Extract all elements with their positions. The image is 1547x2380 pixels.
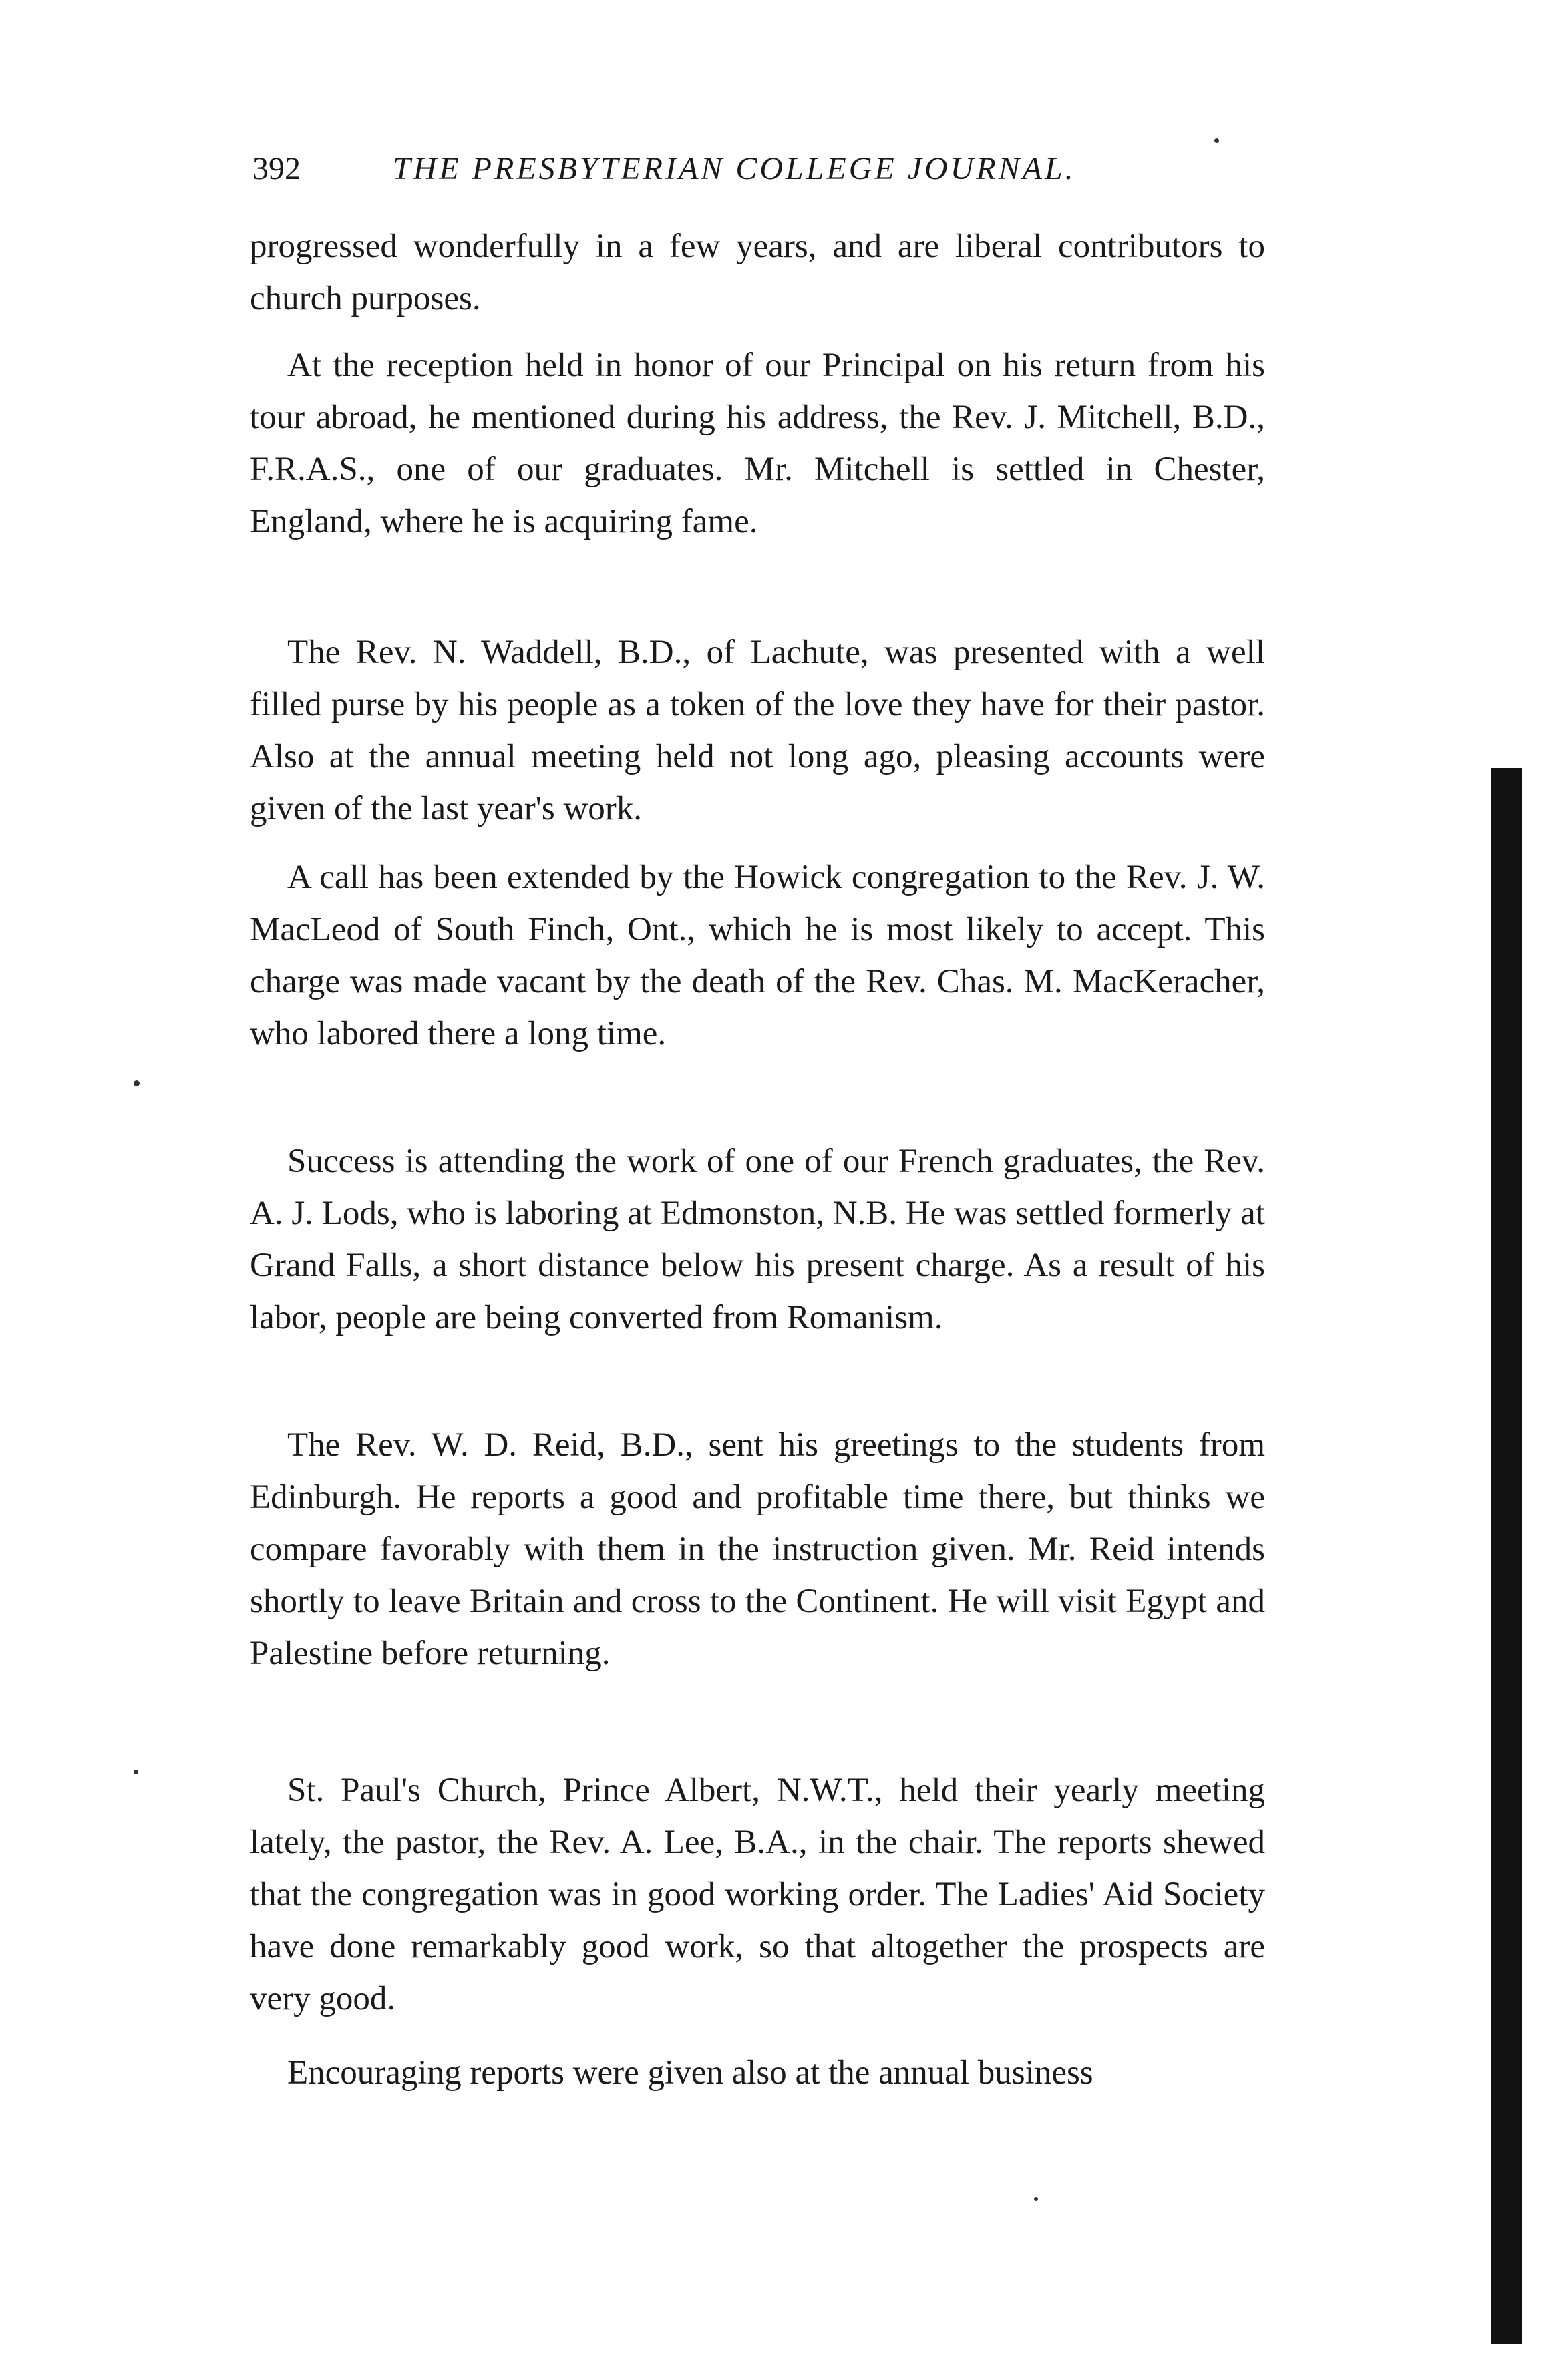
scan-speck bbox=[134, 1770, 138, 1774]
scan-speck bbox=[1214, 138, 1219, 143]
paragraph: St. Paul's Church, Prince Albert, N.W.T., held their yearly meeting lately, the pastor, the Rev. A. Lee, B.A., in the chair. The reports shewed that the congregation was in good working order. The Ladies' Aid Society have done remarkably good work, so that altogether the prospects are very good. bbox=[250, 1772, 1265, 2017]
paragraph-continuation bbox=[250, 220, 1265, 325]
paragraph-lods bbox=[250, 1135, 1265, 1344]
paragraph: The Rev. W. D. Reid, B.D., sent his greetings to the students from Edinburgh. He reports a good and profitable time there, but thinks we compare favorably with them in the instruction given. Mr. Reid intends shortly to leave Britain and cross to the Continent. He will visit Egypt and Palestine before returning. bbox=[250, 1426, 1265, 1672]
paragraph: At the reception held in honor of our Principal on his return from his tour abroad, he mentioned during his address, the Rev. J. Mitchell, B.D., F.R.A.S., one of our graduates. Mr. Mitchell is settled in Chester, England, where he is acquiring fame. bbox=[250, 347, 1265, 540]
scan-edge-shadow bbox=[1491, 768, 1522, 2344]
paragraph-reid bbox=[250, 1419, 1265, 1679]
paragraph-encouraging bbox=[250, 2047, 1265, 2099]
page-number: 392 bbox=[252, 151, 301, 186]
paragraph: A call has been extended by the Howick congregation to the Rev. J. W. MacLeod of South Finch, Ont., which he is most likely to accept. This charge was made vacant by the death of the Rev. Chas. M. MacKeracher, who labored there a long time. bbox=[250, 859, 1265, 1052]
scan-speck bbox=[134, 1080, 140, 1086]
paragraph: progressed wonderfully in a few years, and are liberal contributors to church purposes. bbox=[250, 228, 1265, 317]
paragraph-macleod bbox=[250, 851, 1265, 1060]
page-header bbox=[252, 150, 1254, 197]
paragraph: Encouraging reports were given also at the annual business bbox=[287, 2054, 1093, 2092]
scan-speck bbox=[1034, 2197, 1038, 2201]
paragraph: The Rev. N. Waddell, B.D., of Lachute, was presented with a well filled purse by his people as a token of the love they have for their pastor. Also at the annual meeting held not long ago, pleasing accounts were given of the last year's work. bbox=[250, 634, 1265, 827]
paragraph-mitchell bbox=[250, 339, 1265, 548]
paragraph: Success is attending the work of one of our French graduates, the Rev. A. J. Lods, who is laboring at Edmonston, N.B. He was settled formerly at Grand Falls, a short distance below his present charge. As a result of his labor, people are being converted from Romanism. bbox=[250, 1143, 1265, 1336]
paragraph-waddell bbox=[250, 626, 1265, 835]
paragraph-st-pauls bbox=[250, 1764, 1265, 2025]
journal-title: THE PRESBYTERIAN COLLEGE JOURNAL. bbox=[393, 151, 1076, 186]
